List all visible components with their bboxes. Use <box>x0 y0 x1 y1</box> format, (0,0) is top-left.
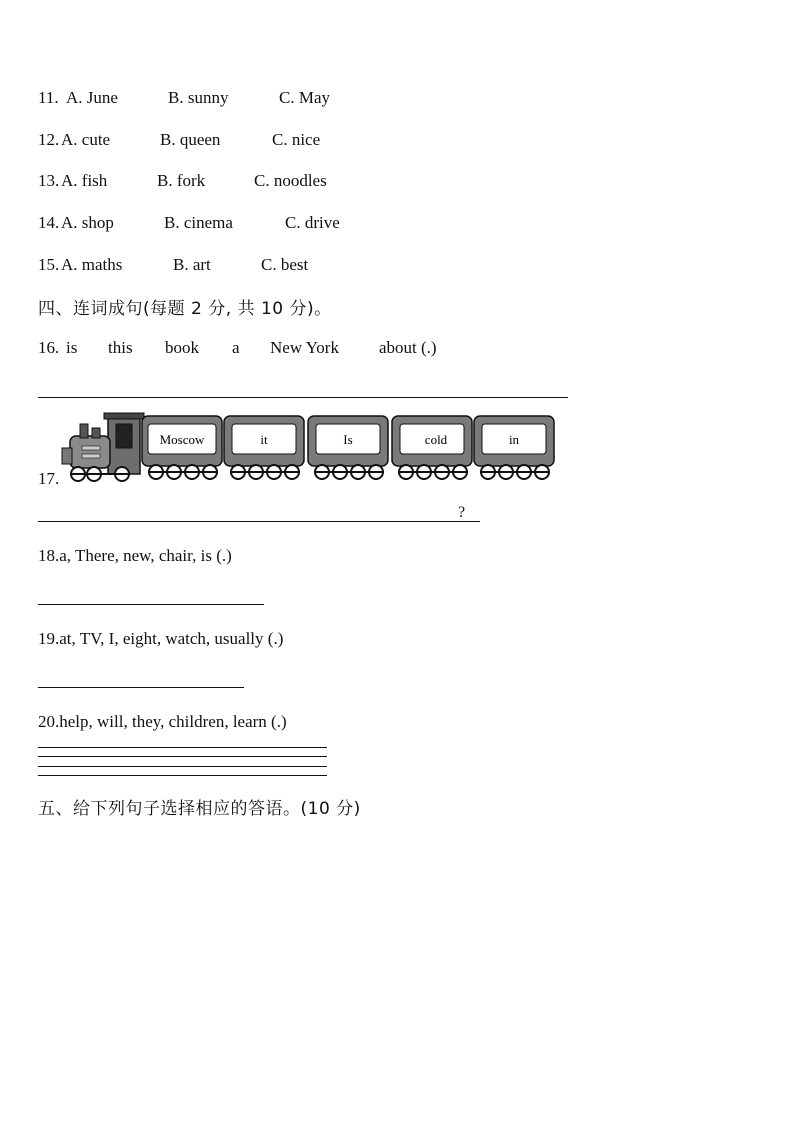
question-number: 18. <box>38 546 60 565</box>
section-4-heading: 四、连词成句(每题 2 分, 共 10 分)。 <box>38 299 332 319</box>
train-car <box>224 416 304 479</box>
train-car <box>474 416 554 479</box>
option-a: A. cute <box>61 130 111 149</box>
scrambled-word: book <box>165 338 199 357</box>
answer-line-17[interactable] <box>38 521 480 522</box>
scrambled-word: this <box>108 338 133 357</box>
option-b: B. sunny <box>168 88 229 107</box>
question-number: 12. <box>38 130 60 149</box>
question-number: 17. <box>38 469 60 488</box>
option-c: C. nice <box>272 130 321 149</box>
train-illustration <box>58 410 560 486</box>
question-number: 14. <box>38 213 60 232</box>
option-c: C. drive <box>285 213 340 232</box>
answer-line-18[interactable] <box>38 604 264 605</box>
answer-line-20[interactable] <box>38 747 327 748</box>
option-a: A. June <box>66 88 118 107</box>
question-number: 13. <box>38 171 60 190</box>
train-car-label: it <box>260 432 268 447</box>
option-b: B. queen <box>160 130 221 149</box>
question-18 <box>38 546 232 566</box>
question-20 <box>38 712 287 732</box>
scrambled-words: at, TV, I, eight, watch, usually (.) <box>59 629 284 648</box>
train-car-label: cold <box>424 432 448 447</box>
scrambled-word: a <box>232 338 240 357</box>
answer-line-19[interactable] <box>38 687 244 688</box>
question-19 <box>38 629 283 649</box>
question-number: 11. <box>38 88 59 107</box>
scrambled-word: about (.) <box>379 338 437 357</box>
scrambled-word: New York <box>270 338 339 357</box>
scrambled-words: a, There, new, chair, is (.) <box>59 546 232 565</box>
option-a: A. shop <box>61 213 114 232</box>
option-c: C. May <box>279 88 330 107</box>
answer-line-20[interactable] <box>38 775 327 776</box>
option-b: B. cinema <box>164 213 233 232</box>
section-5-heading: 五、给下列句子选择相应的答语。(10 分) <box>38 799 361 819</box>
scrambled-words: help, will, they, children, learn (.) <box>59 712 287 731</box>
option-c: C. best <box>261 255 309 274</box>
question-number: 19. <box>38 629 60 648</box>
option-b: B. art <box>173 255 211 274</box>
train-car <box>142 416 222 479</box>
option-c: C. noodles <box>254 171 327 190</box>
question-number: 20. <box>38 712 60 731</box>
option-a: A. fish <box>61 171 108 190</box>
scrambled-word: is <box>66 338 78 357</box>
option-a: A. maths <box>61 255 123 274</box>
train-car <box>308 416 388 479</box>
train-car-label: Moscow <box>159 432 205 447</box>
answer-line-16[interactable] <box>38 397 568 398</box>
question-mark: ? <box>458 504 466 521</box>
question-number: 16. <box>38 338 60 357</box>
answer-line-20[interactable] <box>38 756 327 757</box>
question-number: 15. <box>38 255 60 274</box>
answer-line-20[interactable] <box>38 766 327 767</box>
train-car <box>392 416 472 479</box>
train-car-label: Is <box>343 432 353 447</box>
train-car-label: in <box>508 432 520 447</box>
locomotive-icon <box>62 413 144 481</box>
option-b: B. fork <box>157 171 206 190</box>
